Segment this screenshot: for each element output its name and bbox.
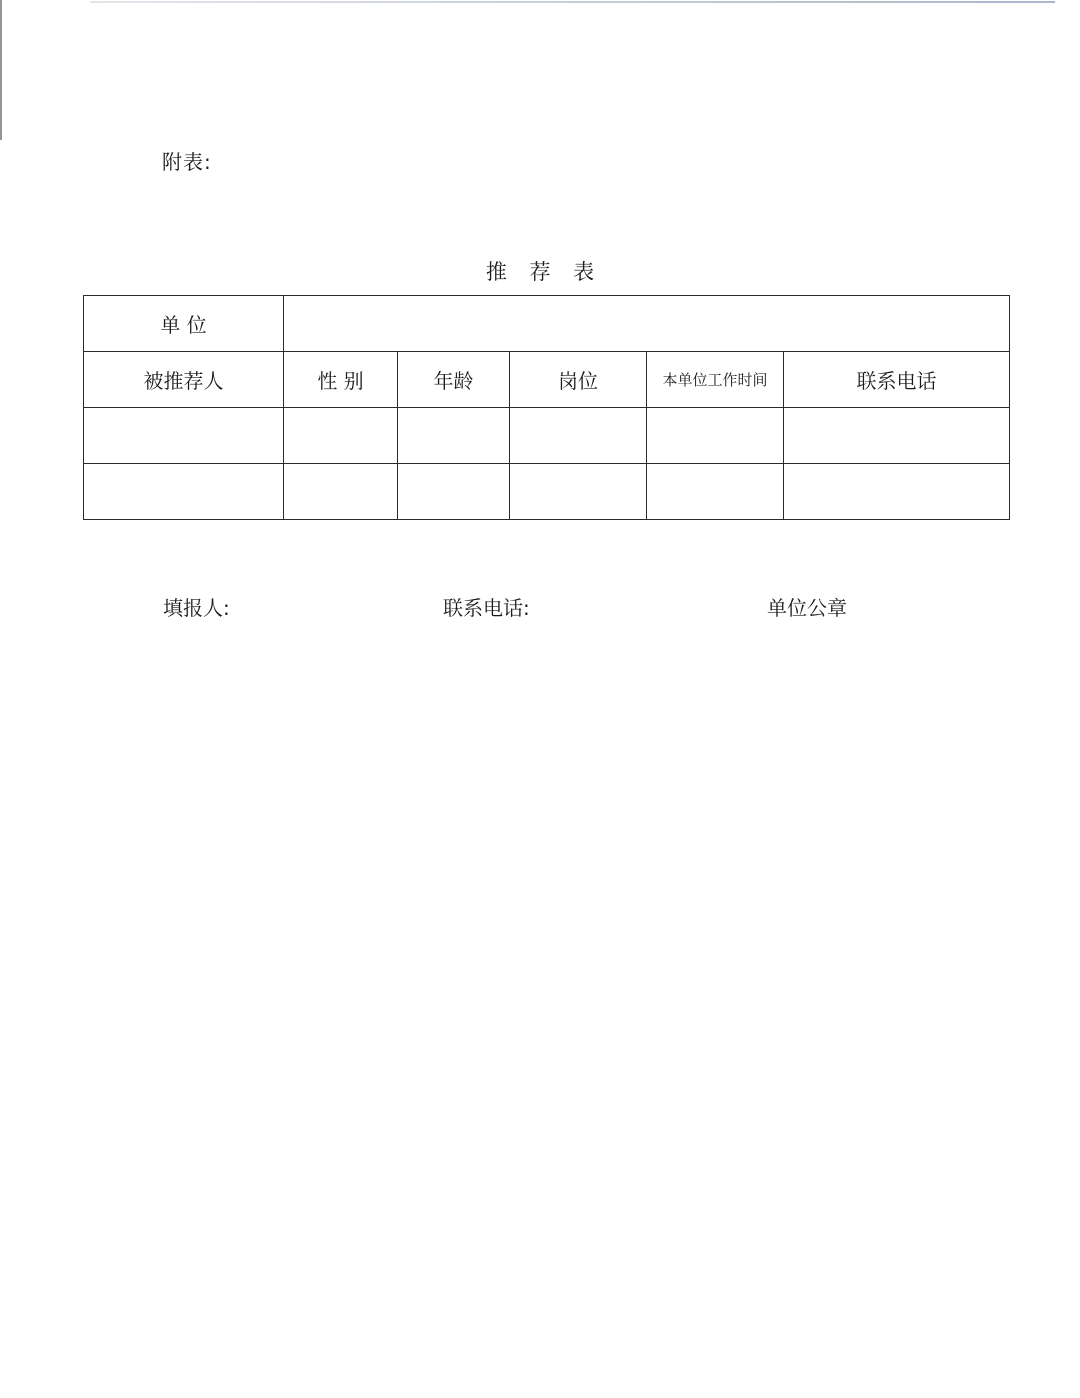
header-phone: 联系电话 bbox=[784, 352, 1010, 408]
table-row bbox=[84, 464, 1010, 520]
recommendation-table bbox=[83, 295, 1010, 520]
scan-left-edge bbox=[0, 0, 2, 140]
table-cell[interactable] bbox=[84, 464, 284, 520]
table-row bbox=[84, 408, 1010, 464]
table-cell[interactable] bbox=[784, 464, 1010, 520]
table-cell[interactable] bbox=[398, 464, 510, 520]
table-cell[interactable] bbox=[647, 464, 784, 520]
table-cell[interactable] bbox=[510, 408, 647, 464]
table-cell[interactable] bbox=[284, 464, 398, 520]
header-nominee: 被推荐人 bbox=[84, 352, 284, 408]
unit-row bbox=[84, 296, 1010, 352]
table-cell[interactable] bbox=[647, 408, 784, 464]
unit-label: 单 位 bbox=[84, 296, 284, 352]
table-cell[interactable] bbox=[84, 408, 284, 464]
header-row bbox=[84, 352, 1010, 408]
table-cell[interactable] bbox=[398, 408, 510, 464]
unit-seal-label: 单位公章 bbox=[767, 596, 847, 620]
header-position: 岗位 bbox=[510, 352, 647, 408]
filler-label: 填报人: bbox=[163, 596, 230, 620]
unit-value-cell[interactable] bbox=[284, 296, 1010, 352]
header-age: 年龄 bbox=[398, 352, 510, 408]
table-cell[interactable] bbox=[510, 464, 647, 520]
contact-phone-label: 联系电话: bbox=[443, 596, 530, 620]
header-gender: 性 别 bbox=[284, 352, 398, 408]
table-cell[interactable] bbox=[784, 408, 1010, 464]
form-title: 推 荐 表 bbox=[485, 260, 603, 284]
scan-top-edge bbox=[90, 1, 1055, 3]
header-work-duration: 本单位工作时间 bbox=[647, 352, 784, 408]
table-cell[interactable] bbox=[284, 408, 398, 464]
attachment-label: 附表: bbox=[162, 150, 212, 174]
